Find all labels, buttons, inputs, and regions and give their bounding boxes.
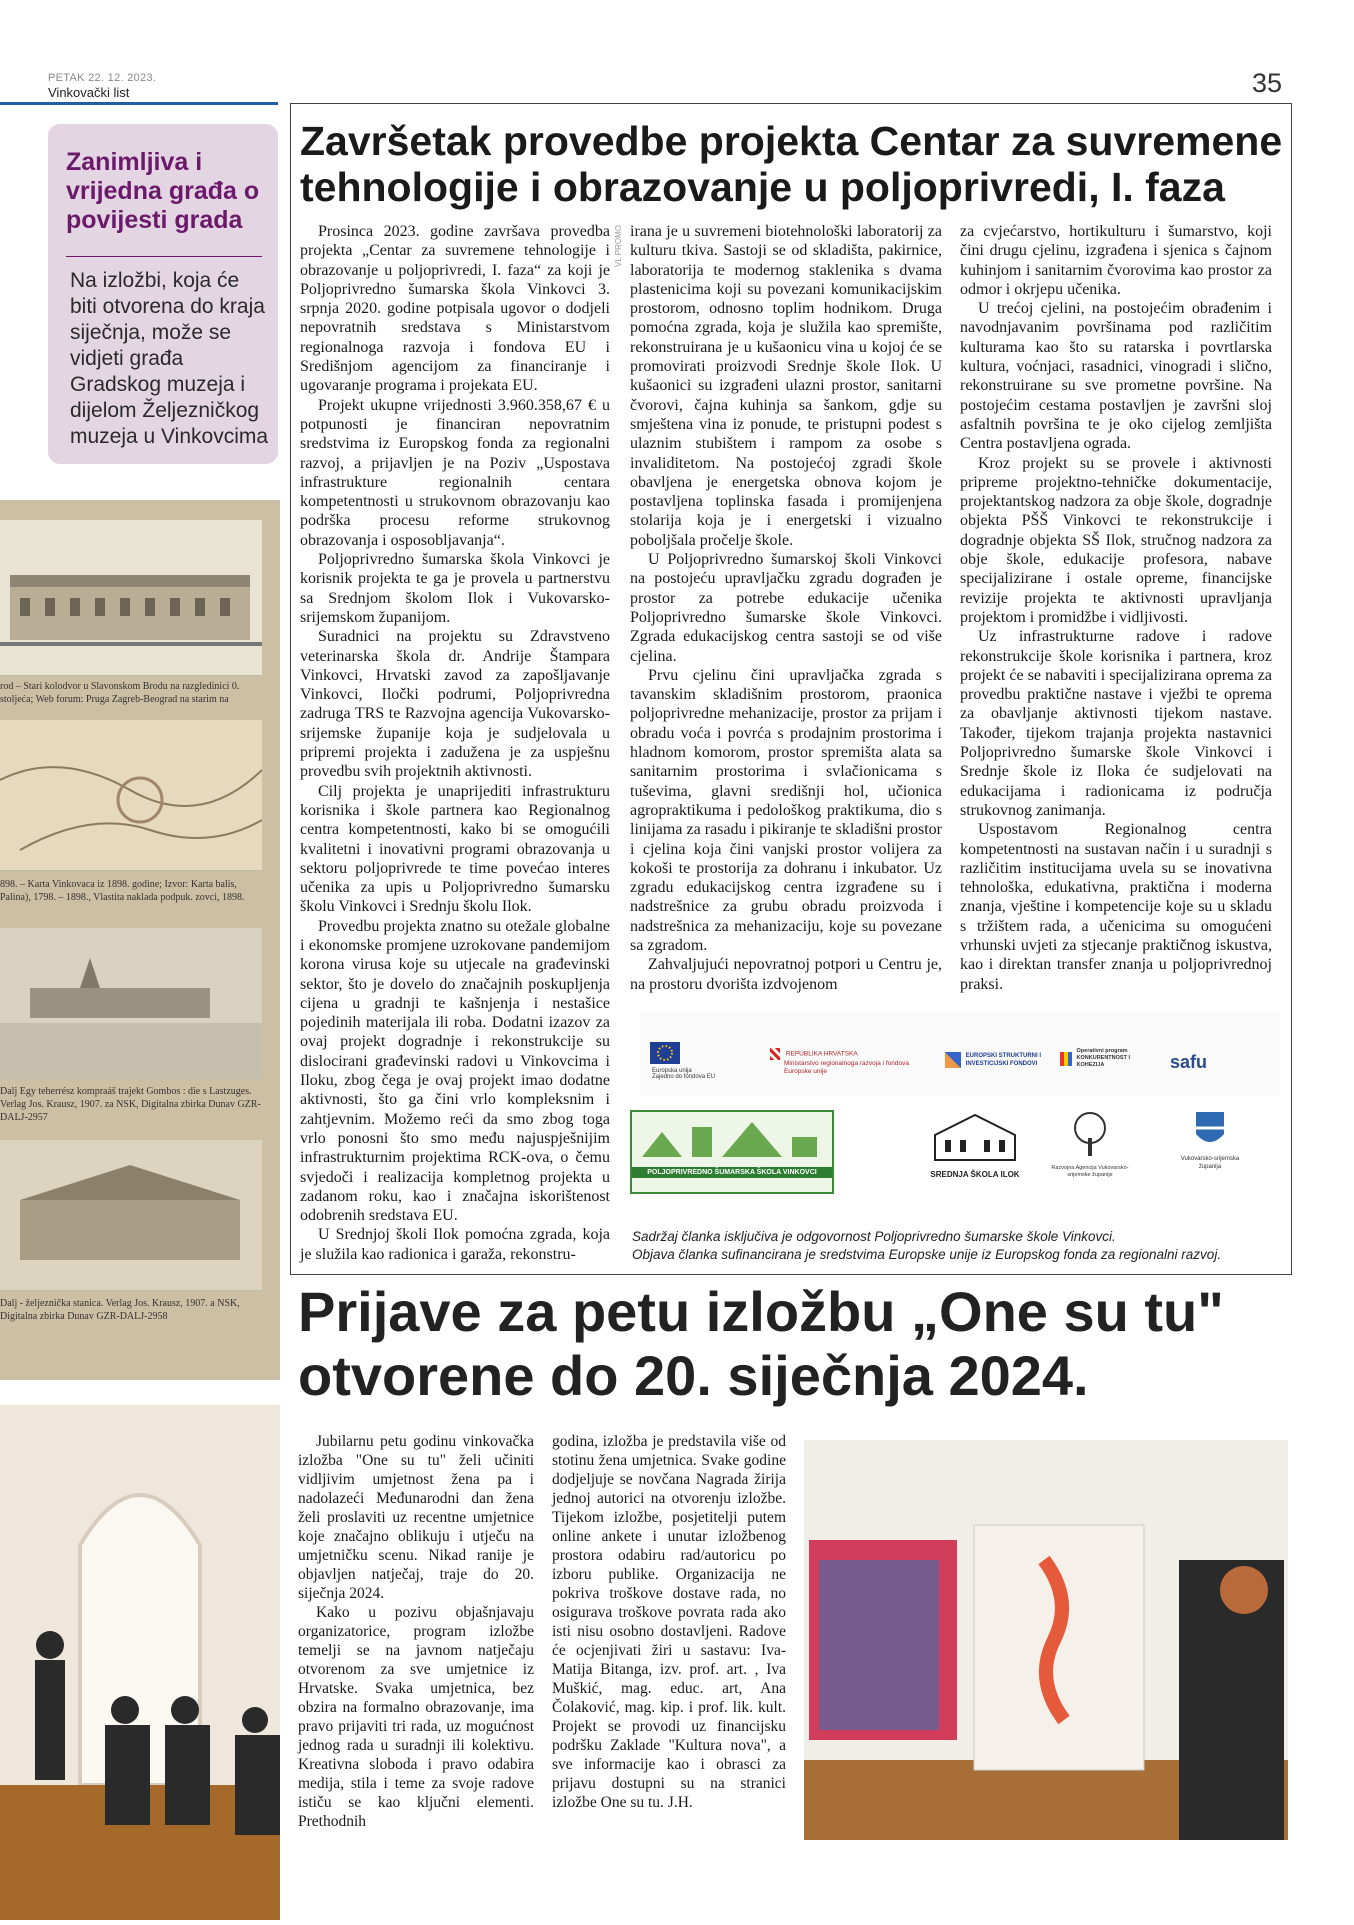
photo-caption-3: Dalj Egy teherrész kompraáš trajekt Gombos : die s Lastzuges. Verlag Jos. Krausz, 1907. za NSK, Digitalna zbirka Dunav GZR-DALJ-2957 [0, 1086, 261, 1123]
opkk-icon [1060, 1052, 1072, 1066]
exhibition-column-1 [298, 1432, 534, 1831]
photo-caption-1: rod – Stari kolodvor u Slavonskom Brodu na razgledinici 0. stoljeća; Web forum: Pruga Zagreb-Beograd na starim na [0, 681, 240, 705]
esif-label: EUROPSKI STRUKTURNI I INVESTICIJSKI FONDOVI [965, 1053, 1042, 1067]
eu-flag-logo [650, 1042, 680, 1064]
paragraph: Suradnici na projektu su Zdravstveno veterinarska škola dr. Andrije Štampara Vinkovci, Hrvatski zavod za zapošljavanje Vinkovci, Iločki podrumi, Poljoprivredna zadruga TRS te Razvojna agencija Vukovarsko-srijemske županije koja je sudjelovala u pripremi projekta i zadužena je za uspješnu provedbu svih projektnih aktivnosti. [300, 628, 610, 781]
paragraph: Cilj projekta je unaprijediti infrastrukturu korisnika i škole partnera kao Regionalnog centra kompetentnosti, kako bi se omogućili kvalitetni i inovativni programi obrazovanja u sektoru poljoprivrede te time povećao interes učenika za upis u Poljoprivredno šumarsku školu Vinkovci i Srednju školu Ilok. [300, 782, 610, 916]
county-label: Vukovarsko-srijemska županija [1180, 1156, 1240, 1170]
page-number: 35 [1251, 68, 1282, 98]
disclaimer-line-2: Objava članka sufinancirana je sredstvima Europske unije iz Europskog fonda za regionalni razvoj. [632, 1247, 1222, 1262]
psv-school-logo [630, 1110, 834, 1194]
safu-logo: safu [1170, 1052, 1208, 1072]
agency-logo [1050, 1110, 1130, 1200]
article-column-2 [630, 222, 942, 994]
ministry-logo [770, 1048, 925, 1076]
article-title: Završetak provedbe projekta Centar za suvremene tehnologije i obrazovanje u poljoprivredi, I. faza [300, 118, 1283, 210]
gallery-paintings-illustration [804, 1440, 1288, 1840]
photo-caption-4: Dalj - željeznička stanica. Verlag Jos. Krausz, 1907. a NSK, Digitalna zbirka Dunav GZR-DALJ-2958 [0, 1298, 240, 1322]
croatia-coat-icon [770, 1048, 780, 1060]
psv-skyline-icon [632, 1112, 832, 1162]
gallery-audience-illustration [0, 1405, 280, 1920]
sidebar-text: Na izložbi, koja će biti otvorena do kraja siječnja, može se vidjeti građa Gradskog muzeja i dijelom Željezničkog muzeja u Vinkovcima [70, 269, 269, 448]
paragraph: Projekt ukupne vrijednosti 3.960.358,67 € u potpunosti je financiran nepovratnim sredstvima iz Europskog fonda za regionalni razvoj, a prijavljen je na Poziv „Uspostava infrastrukture regionalnih centara kompetentnosti u strukovnom obrazovanju kao podrška procesu reforme strukovnog obrazovanja i osposobljavanja“. [300, 396, 610, 549]
disclaimer-line-1: Sadržaj članka isključiva je odgovornost Poljoprivredno šumarske škole Vinkovci. [632, 1229, 1116, 1244]
paragraph: Zahvaljujući nepovratnoj potpori u Centru je, na prostoru dvorišta izdvojenom [630, 956, 942, 993]
exhibition-article-title: Prijave za petu izložbu „One su tu" otvorene do 20. siječnja 2024. [298, 1280, 1224, 1407]
eu-tagline: Zajedno do fondova EU [652, 1074, 716, 1080]
eu-label [652, 1068, 732, 1080]
photo-old-station [0, 520, 262, 676]
paragraph: Uspostavom Regionalnog centra kompetentnosti na sustavan način i u suradnji s različitim institucijama uvela su se inovativna tehnološka, edukativna, praktična i moderna znanja, vještine i kompetencije koje su u skladu s tržištem rada, a učenicima su omogućeni vrhunski uvjeti za stjecanje praktičnog iskustva, kao i direktan transfer znanja u poljoprivrednoj praksi. [960, 821, 1272, 993]
paragraph: Prosinca 2023. godine završava provedba projekta „Centar za suvremene tehnologije i obrazovanje u poljoprivredi, I. faza“ za koji je Poljoprivredno šumarska škola Vinkovci 3. srpnja 2020. godine potpisala ugovor o dodjeli nepovratnih sredstava s Ministarstvom regionalnoga razvoja i fondova EU i Središnjom agencijom za financiranje i ugovaranje programa i projekata EU. [300, 223, 610, 395]
photo-old-map [0, 720, 262, 871]
republic-label: REPUBLIKA HRVATSKA [785, 1050, 858, 1058]
sidebar-rule [66, 256, 262, 257]
issue-date: PETAK 22. 12. 2023. [48, 72, 157, 84]
opkk-label: Operativni program KONKURENTNOST I KOHEZIJA [1076, 1048, 1131, 1068]
article-column-1 [300, 222, 610, 1264]
paragraph: U Srednjoj školi Ilok pomoćna zgrada, koja je služila kao radionica i garaža, rekonstru- [300, 1226, 610, 1263]
paragraph: Prvu cjelinu čini upravljačka zgrada s tavanskim skladišnim prostorom, praonica poljoprivredne mehanizacije, prostor za prijam i obradu voća i povrća s prodajnim prostorima i hladnom komorom, prostor spremišta alata sa sanitarnim prostorima i svlačionicama s tuševima, glavni središnji hol, učionica agropraktikuma i pedološkog praktikuma, dio s linijama za rasadu i pikiranje te skladišni prostor i cjelina koja čini vanjski prostor volijera za kokoši te prostorija za dohranu i inkubator. Uz zgradu edukacijskog centra izgrađene su i nadstrešnice za grubu obradu proizvoda i nadstrešnica za mehanizaciju, koje su povezane sa zgradom. [630, 666, 942, 954]
exhibition-column-2 [552, 1432, 786, 1812]
ilok-building-icon [930, 1110, 1020, 1165]
photo-caption-2: 898. – Karta Vinkovaca iz 1898. godine; Izvor: Karta balis, Palina), 1798. – 1898., Vlastita naklada podpuk. zovci, 1898. [0, 879, 245, 903]
paragraph: Poljoprivredno šumarska škola Vinkovci je korisnik projekta te ga je provela u partnerstvu sa Srednjom školom Ilok i Vukovarsko-srijemskom županijom. [300, 551, 610, 626]
county-shield-icon [1194, 1110, 1226, 1150]
eu-logo-row [640, 1012, 1280, 1096]
opkk-logo [1060, 1048, 1155, 1069]
promo-label: VL PROMO [614, 225, 623, 267]
photo-ferry [0, 928, 262, 1079]
paragraph: Provedbu projekta znatno su otežale globalne i ekonomske promjene uzrokovane pandemijom korona virusa koje su utjecale na građevinski sektor, što je dovelo do značajnih poskupljenja cijena u gradnji te kašnjenja i nestašice pojedinih materijala ili roba. Dodatni izazov za ovaj projekt dogradnje i rekonstrukcije su dislocirani građevinski radovi u Vinkovcima i Iloku, zbog čega je ovaj projekt imao dodatne aktivnosti, što ga čini vrlo kompleksnim i zahtjevnim. Možemo reći da smo zbog toga vrlo ponosni što smo među najuspješnijim infrastrukturnim projektima RCK-ova, o čemu svjedoči i realizacija kompletnog projekta u zadanom roku, kao i značajna iskorištenost odobrenih sredstava EU. [300, 917, 610, 1225]
paragraph: irana je u suvremeni biotehnološki laboratorij za kulturu tkiva. Sastoji se od skladišta, pakirnice, laboratorija te modernog staklenika s dvama plastenicima koji su povezani komunikacijskim prostorom, odnosno toplim hodnikom. Druga pomoćna zgrada, koja je služila kao spremište, rekonstruirana je u kušaonicu vina u kojoj će se promovirati proizvodi Srednje škole Ilok. U kušaonici su izgrađeni ulazni prostor, sanitarni čvorovi, čajna kuhinja sa šankom, gdje su smještena vina iz ponude, te pristupni podest s ulaznim stubištem i rampom za osobe s invaliditetom. Na postojećoj zgradi škole obavljena je energetska obnova kojom je postavljena toplinska fasada i promijenjena stolarija koja je i energetski i vizualno poboljšala pročelje škole. [630, 223, 942, 549]
paragraph: Kroz projekt su se provele i aktivnosti pripreme projektno-tehničke dokumentacije, projektantskog nadzora za obje škole, dogradnje objekta PŠŠ Vinkovci te rekonstrukcije i dogradnje objekta SŠ Ilok, stručnog nadzora za obje škole, edukacije profesora, nabave specijalizirane i ostale opreme, financijske revizije projekta te aktivnosti upravljanja projektom i promidžbe i vidljivosti. [960, 454, 1272, 626]
paragraph: za cvjećarstvo, hortikulturu i šumarstvo, koji čini drugu cjelinu, izgrađena i sjenica s čajnom kuhinjom i sanitarnim čvorovima kao prostor za odmor i okrjepu učenika. [960, 223, 1272, 298]
ilok-school-label: SREDNJA ŠKOLA ILOK [930, 1170, 1020, 1179]
paragraph: U trećoj cjelini, na postojećim obrađenim i navodnjavanim površinama pod različitim kulturama kao što su ratarska i povrtlarska kultura, voćnjaci, rasadnici, vinogradi i slično, rekonstruirane su sve prometne površine. Na postojećim cestama postavljen je završni sloj asfaltnih površina te je oko cijelog zemljišta Centra postavljena ograda. [960, 300, 1272, 453]
tree-icon [1065, 1110, 1115, 1160]
paragraph: Jubilarnu petu godinu vinkovačka izložba "One su tu" želi učiniti vidljivim umjetnost žena pa i nadolazeći Međunarodni dan žena želi proslaviti uz recentne umjetnice koje značajno oblikuju i utječu na umjetničku scenu. Nikad ranije je objavljen natječaj, traje do 20. siječnja 2024. [298, 1433, 534, 1602]
map-illustration [0, 720, 262, 870]
ilok-school-logo [930, 1110, 1020, 1190]
article-disclaimer [632, 1228, 1282, 1264]
sidebar-title: Zanimljiva i vrijedna građa o povijesti grada [66, 148, 260, 234]
esif-icon [945, 1052, 961, 1068]
paragraph: godina, izložba je predstavila više od stotinu žena umjetnica. Svake godine dodjeljuje se novčana Nagrada žirija jednoj autorici na otvorenju izložbe. Tijekom izložbe, posjetitelji putem online ankete i unutar izložbenog prostora odabiru rad/autoricu po izboru publike. Organizacija ne pokriva troškove dostave rada, no osigurava troškove povrata rada ako isti nisu osobno dostavljeni. Radove će ocjenjivati žiri u sastavu: Iva-Matija Bitanga, izv. prof. art. , Iva Muškić, mag. educ. art, Ana Čolaković, mag. kip. i prof. lik. kult. Projekt se provodi uz financijsku podršku Zaklade "Kultura nova", a sve informacije kao i obrasci za prijavu dostupni su na stranici izložbe One su tu. J.H. [552, 1433, 786, 1811]
newspaper-name: Vinkovački list [48, 85, 130, 100]
historical-photo-strip [0, 500, 280, 1380]
dalj-illustration [0, 1140, 262, 1290]
paragraph: Uz infrastrukturne radove i radove rekonstrukcije škole korisnika i partnera, kroz projekt će se nabaviti i specijalizirana oprema za provedbu praktične nastave i vježbi te oprema za obavljanje aktivnosti tijekom nastave. Također, tijekom trajanja projekta nastavnici Poljoprivredno šumarske škole Vinkovci i Srednje škole iz Iloka će sudjelovati na edukacijama i radionicama iz područja strukovnog zanimanja. [960, 628, 1272, 819]
eu-stars-icon [650, 1042, 680, 1064]
esif-logo [945, 1052, 1055, 1068]
agency-label: Razvojna Agencija Vukovarsko-srijemske županije [1051, 1165, 1129, 1178]
photo-dalj-station [0, 1140, 262, 1291]
header-rule [0, 102, 278, 105]
eu-name: Europska unija [652, 1068, 692, 1074]
exhibition-opening-photo [0, 1405, 280, 1920]
paragraph: U Poljoprivredno šumarskoj školi Vinkovci na postojeću upravljačku zgradu dograđen je prostor za potrebe edukacije učenika Poljoprivredno šumarske škole Vinkovci. Zgrada edukacijskog centra sastoji se od više cjelina. [630, 551, 942, 665]
partner-logo-row [630, 1110, 1280, 1220]
station-illustration [0, 520, 262, 675]
paragraph: Kako u pozivu objašnjavaju organizatorice, program izložbe temelji se na javnom natječaju otvorenom za sve umjetnice iz Hrvatske. Svaka umjetnica, bez obzira na formalno obrazovanje, ima pravo prijaviti tri rada, uz mogućnost jednog rada u suradnji ili kolektivu. Kreativna sloboda i pravo odabira medija, stila i teme za svoje radove ističu se kao ključni elementi. Prethodnih [298, 1604, 534, 1830]
ferry-illustration [0, 928, 262, 1078]
county-logo [1170, 1110, 1250, 1200]
exhibition-gallery-photo [804, 1440, 1288, 1840]
article-column-3 [960, 222, 1272, 994]
psv-school-label: POLJOPRIVREDNO ŠUMARSKA ŠKOLA VINKOVCI [632, 1167, 832, 1178]
ministry-label: Ministarstvo regionalnoga razvoja i fondova Europske unije [784, 1060, 910, 1075]
